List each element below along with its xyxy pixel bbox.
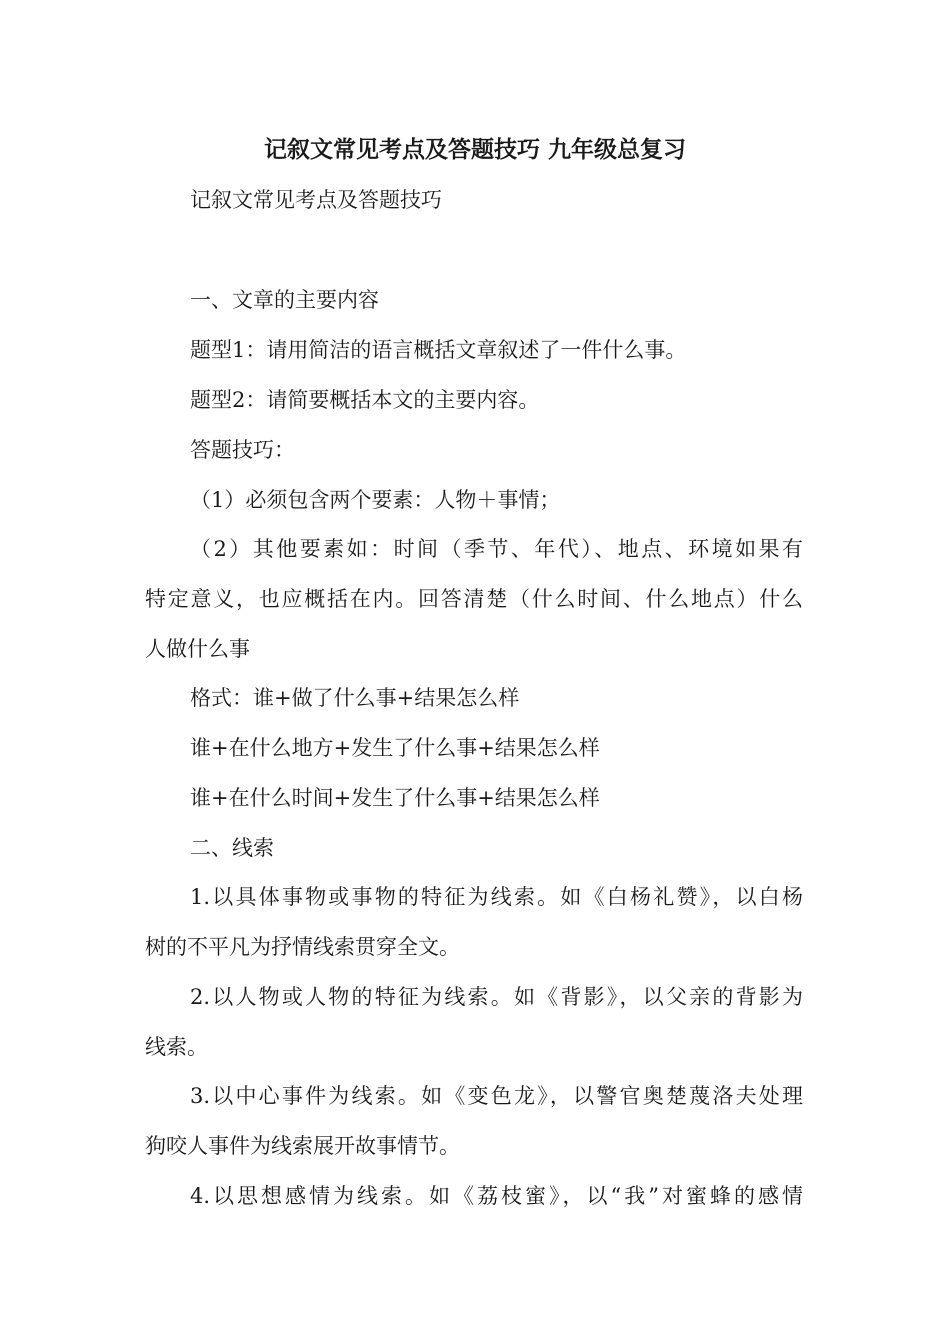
clue-item-3-line-1: 3.以中心事件为线索。如《变色龙》，以警官奥楚蔑洛夫处理 bbox=[190, 1084, 803, 1108]
document-title: 记叙文常见考点及答题技巧 九年级总复习 bbox=[263, 137, 686, 163]
document-subtitle: 记叙文常见考点及答题技巧 bbox=[190, 188, 442, 212]
section-heading-clues: 二、线索 bbox=[190, 836, 274, 860]
tip-1: （1）必须包含两个要素：人物＋事情； bbox=[190, 488, 561, 512]
clue-item-3-line-2: 狗咬人事件为线索展开故事情节。 bbox=[145, 1134, 460, 1158]
tip-2-line-2: 特定意义，也应概括在内。回答清楚（什么时间、什么地点）什么 bbox=[145, 587, 803, 611]
question-type-1: 题型1：请用简洁的语言概括文章叙述了一件什么事。 bbox=[190, 338, 687, 362]
clue-item-2-line-1: 2.以人物或人物的特征为线索。如《背影》，以父亲的背影为 bbox=[190, 985, 803, 1009]
tip-2-line-1: （2）其他要素如：时间（季节、年代）、地点、环境如果有 bbox=[190, 537, 803, 561]
clue-item-1-line-1: 1.以具体事物或事物的特征为线索。如《白杨礼赞》，以白杨 bbox=[190, 885, 803, 909]
tips-label: 答题技巧： bbox=[190, 438, 295, 462]
format-line-1: 格式：谁+做了什么事+结果怎么样 bbox=[190, 686, 520, 710]
clue-item-4-line-1: 4.以思想感情为线索。如《荔枝蜜》，以“我”对蜜蜂的感情 bbox=[190, 1184, 803, 1208]
format-line-3: 谁+在什么时间+发生了什么事+结果怎么样 bbox=[190, 786, 600, 810]
clue-item-1-line-2: 树的不平凡为抒情线索贯穿全文。 bbox=[145, 935, 460, 959]
question-type-2: 题型2：请简要概括本文的主要内容。 bbox=[190, 388, 540, 412]
format-line-2: 谁+在什么地方+发生了什么事+结果怎么样 bbox=[190, 736, 600, 760]
clue-item-2-line-2: 线索。 bbox=[145, 1035, 208, 1059]
tip-2-line-3: 人做什么事 bbox=[145, 637, 250, 661]
section-heading-main-content: 一、文章的主要内容 bbox=[190, 288, 379, 312]
